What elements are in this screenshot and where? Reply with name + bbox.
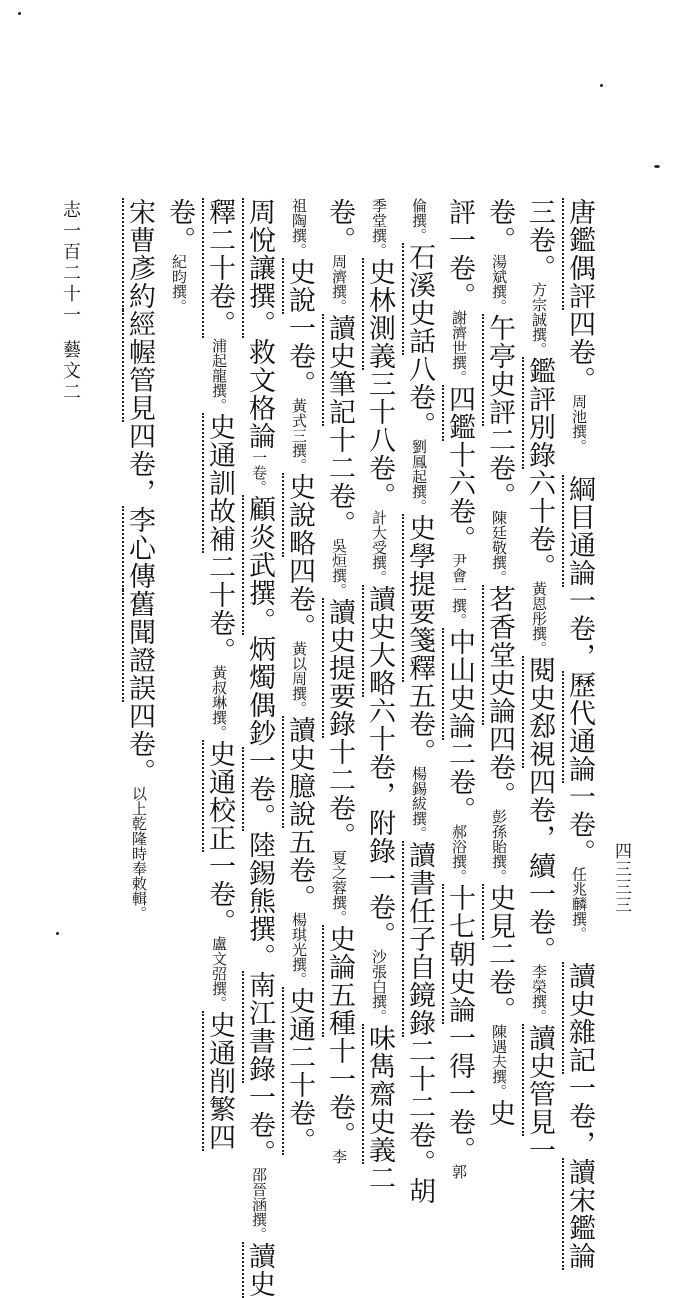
text-segment: 史通訓故補: [204, 413, 235, 553]
text-segment: 讀史雜記: [564, 962, 595, 1074]
text-segment: 八卷。: [404, 355, 435, 439]
text-segment: 四卷，: [524, 768, 555, 852]
text-column-3: [482, 198, 516, 1127]
text-segment: 三十八卷。: [364, 370, 395, 510]
text-segment: 卷。: [164, 198, 195, 254]
annotation: 周濟撰。: [330, 254, 348, 314]
annotation: 沙張白撰。: [370, 949, 388, 1024]
text-segment: 四鑑: [444, 385, 475, 441]
text-column-6: [362, 198, 396, 1192]
text-segment: 讀史管見: [524, 1024, 555, 1136]
text-segment: 南江書錄: [244, 971, 275, 1083]
text-column-5: [402, 198, 436, 1205]
text-segment: 史說略: [284, 473, 315, 557]
text-segment: 一卷，: [564, 1074, 595, 1158]
annotation: 紀昀撰。: [170, 254, 188, 314]
text-segment: 五卷。: [404, 682, 435, 766]
text-segment: 二十卷。: [204, 553, 235, 665]
text-column-4: [442, 198, 476, 1179]
annotation: 楊琪光撰。: [290, 912, 308, 987]
annotation: 黃以周撰。: [290, 641, 308, 716]
text-segment: 釋二十卷。: [204, 198, 235, 338]
annotation: 湯斌撰。: [490, 254, 508, 314]
annotation: 郭: [450, 1164, 468, 1179]
text-segment: 一卷，: [564, 586, 595, 671]
text-segment: 史: [484, 1099, 515, 1127]
text-segment: 讀書任子自鏡錄: [404, 841, 435, 1037]
annotation: 邵晉涵撰。: [250, 1167, 268, 1242]
text-segment: 一: [524, 1136, 555, 1164]
annotation: 吳烜撰。: [330, 538, 348, 598]
text-segment: 一卷。: [564, 782, 595, 867]
text-column-11: [162, 198, 196, 943]
text-segment: 一卷。: [284, 314, 315, 398]
text-column-7: [322, 198, 356, 1164]
annotation: 以上乾隆時奉敕輯。: [130, 786, 148, 921]
text-segment: 二十二卷。胡: [404, 1037, 435, 1205]
text-segment: 四卷，: [124, 422, 155, 506]
text-segment: 二卷。: [484, 426, 515, 510]
text-column-12: [122, 198, 156, 943]
text-segment: 四卷。: [564, 310, 595, 394]
text-segment: 綱目通論: [564, 474, 595, 587]
text-segment: 唐鑑偶評: [564, 198, 595, 310]
annotation: 陳遇夫撰。: [490, 1024, 508, 1099]
text-segment: 中山史論: [444, 628, 475, 740]
text-segment: 顧炎武撰。: [244, 495, 275, 635]
annotation: 李: [330, 1149, 348, 1164]
text-segment: 十六卷。: [444, 441, 475, 553]
text-segment: 史見: [484, 884, 515, 940]
annotation: 倫撰。: [410, 198, 428, 243]
text-segment: 續一卷。: [524, 852, 555, 964]
text-column-8: [282, 198, 316, 1155]
annotation: 計大受撰。: [370, 510, 388, 585]
text-segment: [564, 934, 595, 962]
annotation: 夏之蓉撰。: [330, 850, 348, 925]
text-segment: 一卷。: [244, 1083, 275, 1167]
text-segment: 陸錫熊撰。: [244, 831, 275, 971]
annotation: 浦起龍撰。: [210, 338, 228, 413]
annotation: 季堂撰。: [370, 198, 388, 258]
text-segment: 一卷。: [244, 747, 275, 831]
text-segment: 卷。: [324, 198, 355, 254]
annotation: 黃恩彤撰。: [530, 581, 548, 656]
text-column-2: [522, 198, 556, 1164]
text-segment: 史通削繁四: [204, 1011, 235, 1151]
annotation: 郝浴撰。: [450, 824, 468, 884]
text-segment: 六十卷。: [524, 469, 555, 581]
annotation: 祖陶撰。: [290, 198, 308, 258]
text-segment: 茗香堂史論: [484, 585, 515, 725]
annotation: 楊錫紱撰。: [410, 766, 428, 841]
text-column-9: [242, 198, 276, 1298]
annotation: 黃式三撰。: [290, 398, 308, 473]
text-segment: 周悅讓撰。: [244, 198, 275, 338]
text-segment: 二: [364, 1164, 395, 1192]
text-segment: 四卷。: [284, 557, 315, 641]
text-segment: 一卷。: [204, 852, 235, 936]
text-segment: 史說: [284, 258, 315, 314]
text-segment: 經幄管見: [124, 310, 155, 422]
text-segment: 十二卷。: [324, 426, 355, 538]
scan-speck: [18, 12, 21, 15]
text-segment: 舊聞證誤: [124, 590, 155, 702]
text-segment: 史林測義: [364, 258, 395, 370]
text-column-10: [202, 198, 236, 1151]
text-segment: 二卷。: [444, 740, 475, 824]
text-segment: 歷代通論: [564, 670, 595, 783]
text-segment: 鑑評別錄: [524, 357, 555, 469]
text-segment: 卷。: [484, 198, 515, 254]
annotation: 一卷。: [250, 450, 268, 495]
text-segment: 史通校正: [204, 740, 235, 852]
chapter-header: 志一百二十一: [60, 200, 81, 326]
text-segment: 讀宋鑑論: [564, 1158, 595, 1270]
text-segment: 讀史筆記: [324, 314, 355, 426]
text-segment: 閱史郄視: [524, 656, 555, 768]
text-segment: 一得一卷。: [444, 1024, 475, 1164]
text-segment: 二卷。: [484, 940, 515, 1024]
text-segment: 宋曹彥約: [124, 198, 155, 310]
text-segment: 五卷。: [284, 828, 315, 912]
text-segment: 評一卷。: [444, 198, 475, 310]
annotation: 黃叔琳撰。: [210, 665, 228, 740]
text-segment: 味雋齋史義: [364, 1024, 395, 1164]
annotation: 陳廷敬撰。: [490, 510, 508, 585]
text-segment: 讀史: [244, 1242, 275, 1298]
page-number: 四三三三: [611, 842, 631, 914]
annotation: 方宗誠撰。: [530, 282, 548, 357]
text-segment: 炳燭偶鈔: [244, 635, 275, 747]
text-segment: 救文格論: [244, 338, 275, 450]
scan-speck: [654, 165, 660, 168]
text-segment: 李心傳: [124, 506, 155, 590]
text-segment: 三卷。: [524, 198, 555, 282]
text-segment: 午亭史評: [484, 314, 515, 426]
text-segment: 四卷。: [484, 725, 515, 809]
annotation: 謝濟世撰。: [450, 310, 468, 385]
text-column-1: [562, 198, 596, 1270]
text-segment: 史通二十卷。: [284, 987, 315, 1155]
annotation: 彭孫貽撰。: [490, 809, 508, 884]
text-segment: 史論五種: [324, 925, 355, 1037]
text-segment: 四卷。: [124, 702, 155, 786]
annotation: 周池撰。: [570, 394, 588, 447]
annotation: 劉鳳起撰。: [410, 439, 428, 514]
annotation: 尹會一撰。: [450, 553, 468, 628]
text-segment: 十一卷。: [324, 1037, 355, 1149]
text-segment: [564, 447, 595, 475]
annotation: 盧文弨撰。: [210, 936, 228, 1011]
text-segment: 石溪史話: [404, 243, 435, 355]
section-header: 藝文二: [60, 340, 81, 403]
text-segment: 十七朝史論: [444, 884, 475, 1024]
annotation: 任兆麟撰。: [570, 866, 588, 934]
text-segment: 十二卷。: [324, 738, 355, 850]
annotation: 李榮撰。: [530, 964, 548, 1024]
text-segment: 讀史臆說: [284, 716, 315, 828]
scan-speck: [600, 84, 603, 87]
text-segment: 讀史提要錄: [324, 598, 355, 738]
text-segment: 史學提要箋釋: [404, 514, 435, 682]
scan-speck: [56, 932, 59, 935]
text-segment: 六十卷，附錄一卷。: [364, 697, 395, 949]
text-segment: 讀史大略: [364, 585, 395, 697]
